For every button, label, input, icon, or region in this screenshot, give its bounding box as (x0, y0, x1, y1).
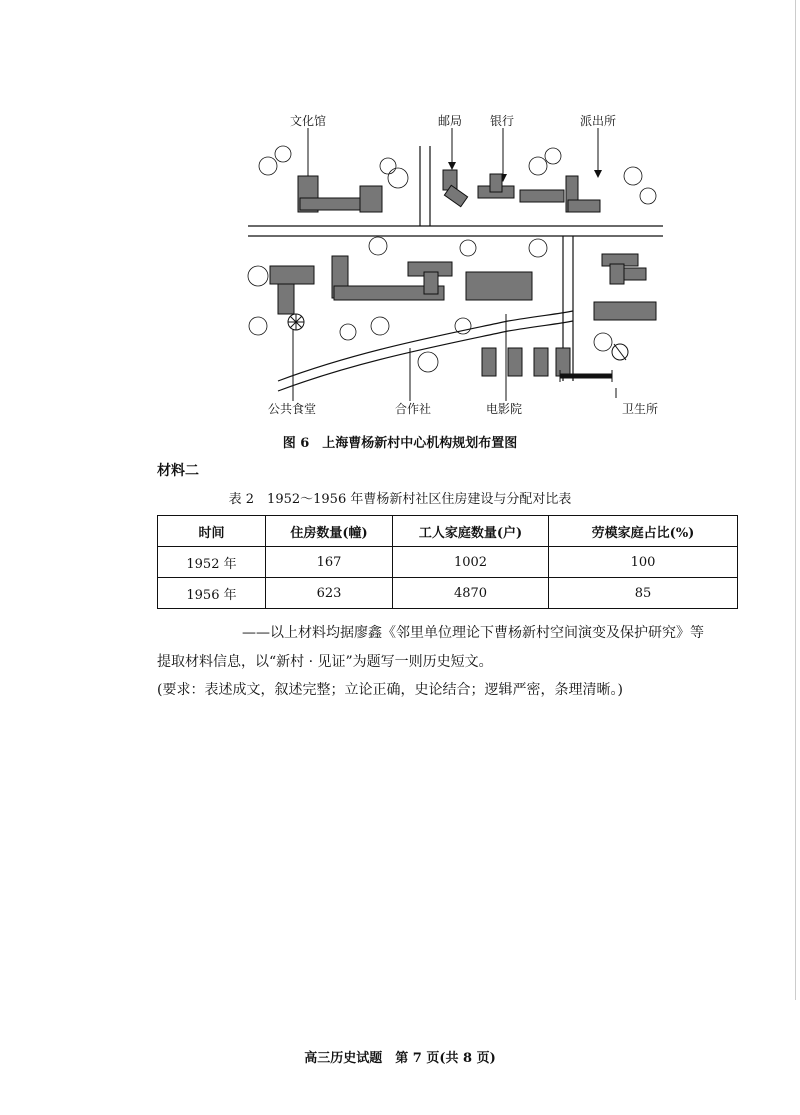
label-clinic: 卫生所 (622, 402, 659, 416)
label-culture-hall: 文化馆 (290, 114, 327, 128)
source-citation: ——以上材料均据廖鑫《邻里单位理论下曹杨新村空间演变及保护研究》等 (242, 625, 704, 641)
table-row (158, 578, 738, 609)
cell-families: 1002 (393, 547, 549, 578)
header-housing: 住房数量(幢) (266, 516, 393, 547)
label-post-office: 邮局 (438, 114, 463, 128)
section-title: 材料二 (157, 463, 199, 479)
label-coop: 合作社 (395, 402, 432, 416)
map-drawing (238, 126, 668, 416)
cell-families: 4870 (393, 578, 549, 609)
label-police-station: 派出所 (580, 114, 617, 128)
label-canteen: 公共食堂 (268, 402, 317, 416)
writing-requirement: (要求：表述成文，叙述完整；立论正确，史论结合；逻辑严密，条理清晰。) (157, 682, 623, 698)
cell-model-ratio: 100 (549, 547, 738, 578)
cell-time: 1956 年 (158, 578, 266, 609)
header-model-ratio: 劳模家庭占比(%) (549, 516, 738, 547)
planning-map (238, 108, 668, 420)
cell-housing: 623 (266, 578, 393, 609)
figure-caption: 图 6 上海曹杨新村中心机构规划布置图 (282, 436, 518, 451)
page-footer: 高三历史试题 第 7 页(共 8 页) (304, 1051, 496, 1066)
cell-housing: 167 (266, 547, 393, 578)
table-header-row (158, 516, 738, 547)
label-cinema: 电影院 (486, 402, 523, 416)
table-caption: 表 2 1952～1956 年曹杨新村社区住房建设与分配对比表 (228, 492, 572, 507)
header-families: 工人家庭数量(户) (393, 516, 549, 547)
housing-table (157, 515, 738, 609)
table-row (158, 547, 738, 578)
task-instruction: 提取材料信息，以“新村 · 见证”为题写一则历史短文。 (157, 654, 493, 670)
cell-model-ratio: 85 (549, 578, 738, 609)
header-time: 时间 (158, 516, 266, 547)
cell-time: 1952 年 (158, 547, 266, 578)
label-bank: 银行 (490, 114, 515, 128)
